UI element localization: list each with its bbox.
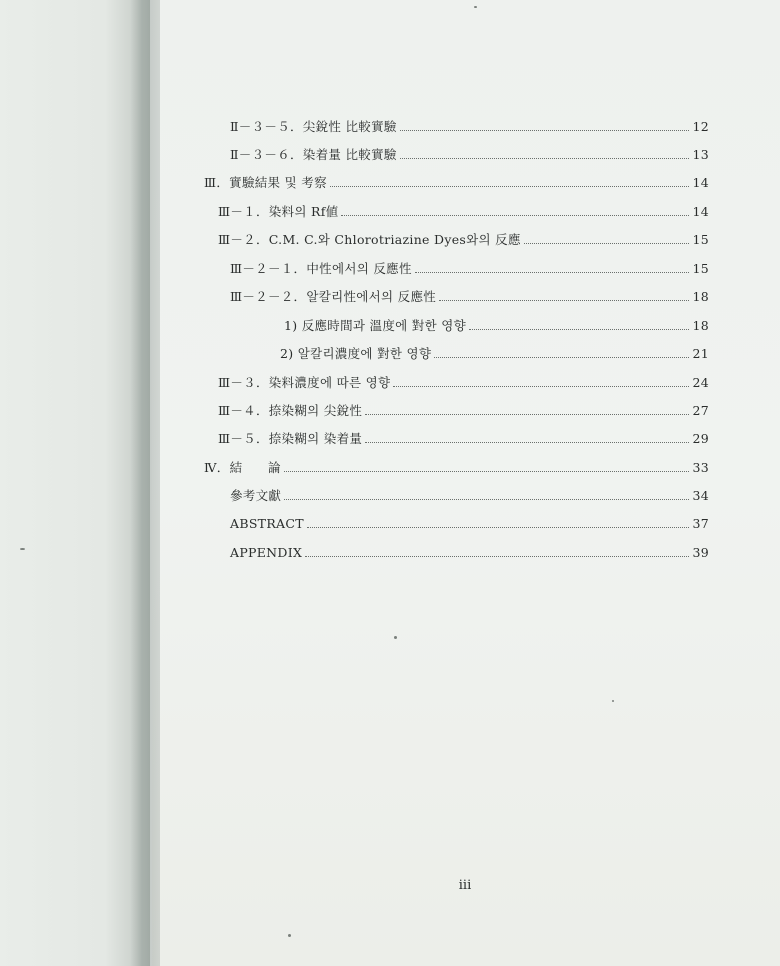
- toc-leader-dots: [284, 471, 690, 472]
- toc-entry-label: Ⅲ－２－１．中性에서의 反應性: [230, 261, 412, 276]
- toc-entry: [204, 173, 709, 193]
- toc-entry-page: 34: [692, 488, 709, 503]
- toc-entry-page: 21: [692, 346, 709, 361]
- toc-entry: [230, 145, 709, 165]
- toc-entry-page: 27: [692, 403, 709, 418]
- toc-leader-dots: [365, 442, 689, 443]
- toc-entry: [218, 230, 709, 250]
- page-number: iii: [458, 878, 472, 893]
- toc-entry-label: Ⅲ．實驗結果 및 考察: [204, 175, 327, 190]
- toc-leader-dots: [284, 499, 689, 500]
- toc-entry-page: 14: [692, 175, 709, 190]
- toc-entry: [230, 287, 709, 307]
- toc-entry: [218, 202, 709, 222]
- toc-entry: [230, 514, 709, 534]
- toc-entry-page: 24: [692, 375, 709, 390]
- toc-entry: [218, 429, 709, 449]
- toc-entry: [218, 373, 709, 393]
- toc-entry-page: 39: [692, 545, 709, 560]
- toc-entry-page: 29: [692, 431, 709, 446]
- toc-entry: [230, 543, 709, 563]
- toc-entry: [230, 259, 709, 279]
- toc-entry: [280, 344, 709, 364]
- toc-entry-label: Ⅲ－４．捺染糊의 尖銳性: [218, 403, 363, 418]
- toc-entry-label: Ⅱ－３－５．尖銳性 比較實驗: [230, 119, 397, 134]
- toc-leader-dots: [341, 215, 689, 216]
- toc-entry-label: Ⅲ－３．染料濃度에 따른 영향: [218, 375, 391, 390]
- toc-leader-dots: [469, 329, 689, 330]
- toc-entry-page: 15: [692, 261, 709, 276]
- toc-leader-dots: [307, 527, 690, 528]
- toc-entry-label: Ⅲ－２－２．알칼리性에서의 反應性: [230, 289, 437, 304]
- toc-entry: [284, 316, 709, 336]
- toc-entry-label: Ⅱ－３－６．染着量 比較實驗: [230, 147, 397, 162]
- toc-entry-page: 13: [692, 147, 709, 162]
- toc-entry-label: Ⅲ－２．C.M. C.와 Chlorotriazine Dyes와의 反應: [218, 232, 521, 247]
- toc-leader-dots: [365, 414, 689, 415]
- toc-leader-dots: [330, 186, 690, 187]
- toc-entry-page: 12: [692, 119, 709, 134]
- toc-entry-label: 2) 알칼리濃度에 對한 영향: [280, 346, 432, 361]
- toc-leader-dots: [439, 300, 689, 301]
- toc-leader-dots: [524, 243, 690, 244]
- toc-entry-label: 參考文獻: [230, 488, 282, 503]
- toc-entry-page: 18: [692, 289, 709, 304]
- toc-leader-dots: [400, 130, 690, 131]
- toc-entry: [218, 401, 709, 421]
- toc-entry-page: 18: [692, 318, 709, 333]
- toc-entry-label: ABSTRACT: [230, 516, 304, 531]
- toc-leader-dots: [400, 158, 690, 159]
- toc-entry-label: 1) 反應時間과 溫度에 對한 영향: [284, 318, 466, 333]
- toc-entry-page: 14: [692, 204, 709, 219]
- toc-entry-page: 33: [692, 460, 709, 475]
- toc-leader-dots: [305, 556, 689, 557]
- toc-entry: [230, 486, 709, 506]
- toc-entry-label: Ⅲ－１．染料의 Rf値: [218, 204, 339, 219]
- toc-entry-page: 37: [692, 516, 709, 531]
- toc-entry-page: 15: [692, 232, 709, 247]
- toc-entry: [230, 117, 709, 137]
- toc-entry-label: Ⅳ．結 論: [204, 460, 281, 475]
- toc-entry-label: APPENDIX: [230, 545, 303, 560]
- toc-entry-label: Ⅲ－５．捺染糊의 染着量: [218, 431, 363, 446]
- toc-entry: [204, 458, 709, 478]
- toc-leader-dots: [393, 386, 689, 387]
- toc-leader-dots: [434, 357, 689, 358]
- toc-leader-dots: [415, 272, 690, 273]
